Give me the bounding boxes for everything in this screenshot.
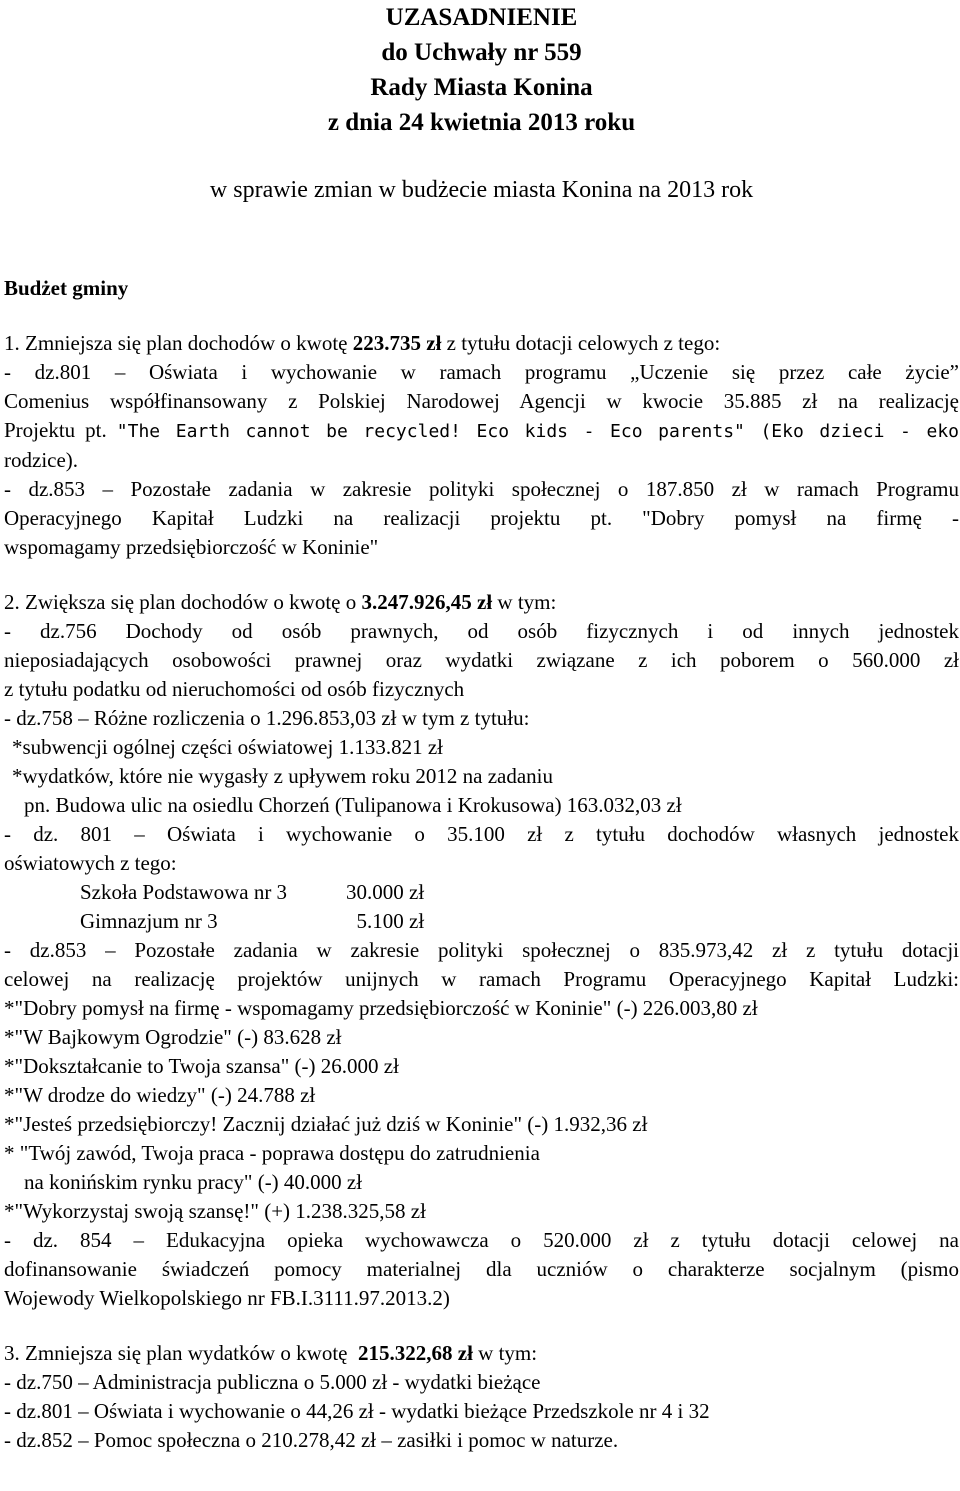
point-1-line: Comenius współfinansowany z Polskiej Narodowej Agencji w kwocie 35.885 zł na realizację (4, 389, 959, 413)
point-2-line: - dz. 801 – Oświata i wychowanie o 35.100 zł z tytułu dochodów własnych jednostek (4, 822, 959, 846)
point-1-line: - dz.801 – Oświata i wychowanie w ramach programu „Uczenie się przez całe życie” (4, 360, 959, 384)
point-3-amount: 215.322,68 zł (358, 1341, 473, 1365)
point-1-amount: 223.735 zł (352, 331, 442, 355)
project-item: *"W Bajkowym Ogrodzie" (-) 83.628 zł (4, 1025, 342, 1049)
project-item: * "Twój zawód, Twoja praca - poprawa dostępu do zatrudnienia (4, 1141, 540, 1165)
document-page (4, 0, 959, 1455)
project-item: na konińskim rynku pracy" (-) 40.000 zł (24, 1170, 363, 1194)
expense-item: - dz.750 – Administracja publiczna o 5.000 zł - wydatki bieżące (4, 1370, 541, 1394)
school-name: Szkoła Podstawowa nr 3 (80, 880, 288, 904)
header-council: Rady Miasta Konina (370, 74, 593, 101)
school-row (4, 878, 959, 907)
school-name: Gimnazjum nr 3 (80, 909, 218, 933)
header-date: z dnia 24 kwietnia 2013 roku (327, 109, 636, 136)
point-1-line: - dz.853 – Pozostałe zadania w zakresie polityki społecznej o 187.850 zł w ramach Programu (4, 477, 959, 501)
project-item: *"Dobry pomysł na firmę - wspomagamy przedsiębiorczość w Koninie" (-) 226.003,80 zł (4, 996, 758, 1020)
project-item: *"Dokształcanie to Twoja szansa" (-) 26.000 zł (4, 1054, 399, 1078)
document-subject: w sprawie zmian w budżecie miasta Konina na 2013 rok (209, 177, 754, 203)
header-title: UZASADNIENIE (385, 4, 578, 31)
point-2-line: z tytułu podatku od nieruchomości od osób fizycznych (4, 677, 465, 701)
point-2-line: *wydatków, które nie wygasły z upływem roku 2012 na zadaniu (12, 764, 554, 788)
school-amount: 30.000 zł (346, 880, 425, 904)
point-2-line: celowej na realizację projektów unijnych w ramach Programu Operacyjnego Kapitał Ludzki: (4, 967, 959, 991)
point-2-line: pn. Budowa ulic na osiedlu Chorzeń (Tulipanowa i Krokusowa) 163.032,03 zł (24, 793, 682, 817)
point-2-line: oświatowych z tego: (4, 851, 177, 875)
point-2 (4, 588, 959, 1313)
project-title-en: "The Earth cannot be recycled! Eco kids - Eco parents" (Eko dzieci - eko (116, 421, 959, 442)
document-header (4, 0, 959, 140)
point-1-line: wspomagamy przedsiębiorczość w Koninie" (4, 535, 379, 559)
expense-item: - dz.801 – Oświata i wychowanie o 44,26 zł - wydatki bieżące Przedszkole nr 4 i 32 (4, 1399, 710, 1423)
point-2-line: - dz.853 – Pozostałe zadania w zakresie polityki społecznej o 835.973,42 zł z tytułu dotacji (4, 938, 959, 962)
section-title: Budżet gminy (4, 276, 129, 300)
project-item: *"Jesteś przedsiębiorczy! Zacznij działać już dziś w Koninie" (-) 1.932,36 zł (4, 1112, 648, 1136)
school-amount: 5.100 zł (346, 909, 425, 933)
school-row (4, 907, 959, 936)
point-2-line: - dz.758 – Różne rozliczenia o 1.296.853,03 zł w tym z tytułu: (4, 706, 530, 730)
header-resolution-number: do Uchwały nr 559 (381, 39, 582, 66)
point-2-line: nieposiadających osobowości prawnej oraz wydatki związane z ich poborem o 560.000 zł (4, 648, 959, 672)
project-item: *"W drodze do wiedzy" (-) 24.788 zł (4, 1083, 316, 1107)
point-2-line: dofinansowanie świadczeń pomocy materialnej dla uczniów o charakterze socjalnym (pismo (4, 1257, 959, 1281)
point-2-line: Wojewody Wielkopolskiego nr FB.I.3111.97.2013.2) (4, 1286, 450, 1310)
expense-item: - dz.852 – Pomoc społeczna o 210.278,42 zł – zasiłki i pomoc w naturze. (4, 1428, 619, 1452)
point-1-line: Projektu pt. "The Earth cannot be recycled! Eco kids - Eco parents" (Eko dzieci - eko (4, 418, 959, 442)
point-2-amount: 3.247.926,45 zł (361, 590, 493, 614)
point-2-heading: 2. Zwiększa się plan dochodów o kwotę o 3.247.926,45 zł w tym: (4, 590, 557, 614)
point-2-line: - dz.756 Dochody od osób prawnych, od osób fizycznych i od innych jednostek (4, 619, 959, 643)
project-item: *"Wykorzystaj swoją szansę!" (+) 1.238.325,58 zł (4, 1199, 426, 1223)
point-3-heading: 3. Zmniejsza się plan wydatków o kwotę 215.322,68 zł w tym: (4, 1341, 538, 1365)
point-1-line: rodzice). (4, 448, 79, 472)
point-1-line: Operacyjnego Kapitał Ludzki na realizacji projektu pt. "Dobry pomysł na firmę - (4, 506, 959, 530)
point-1-heading: 1. Zmniejsza się plan dochodów o kwotę 223.735 zł z tytułu dotacji celowych z tego: (4, 331, 721, 355)
point-1 (4, 329, 959, 562)
point-2-line: - dz. 854 – Edukacyjna opieka wychowawcza o 520.000 zł z tytułu dotacji celowej na (4, 1228, 959, 1252)
point-3 (4, 1339, 959, 1455)
point-2-line: *subwencji ogólnej części oświatowej 1.133.821 zł (12, 735, 443, 759)
